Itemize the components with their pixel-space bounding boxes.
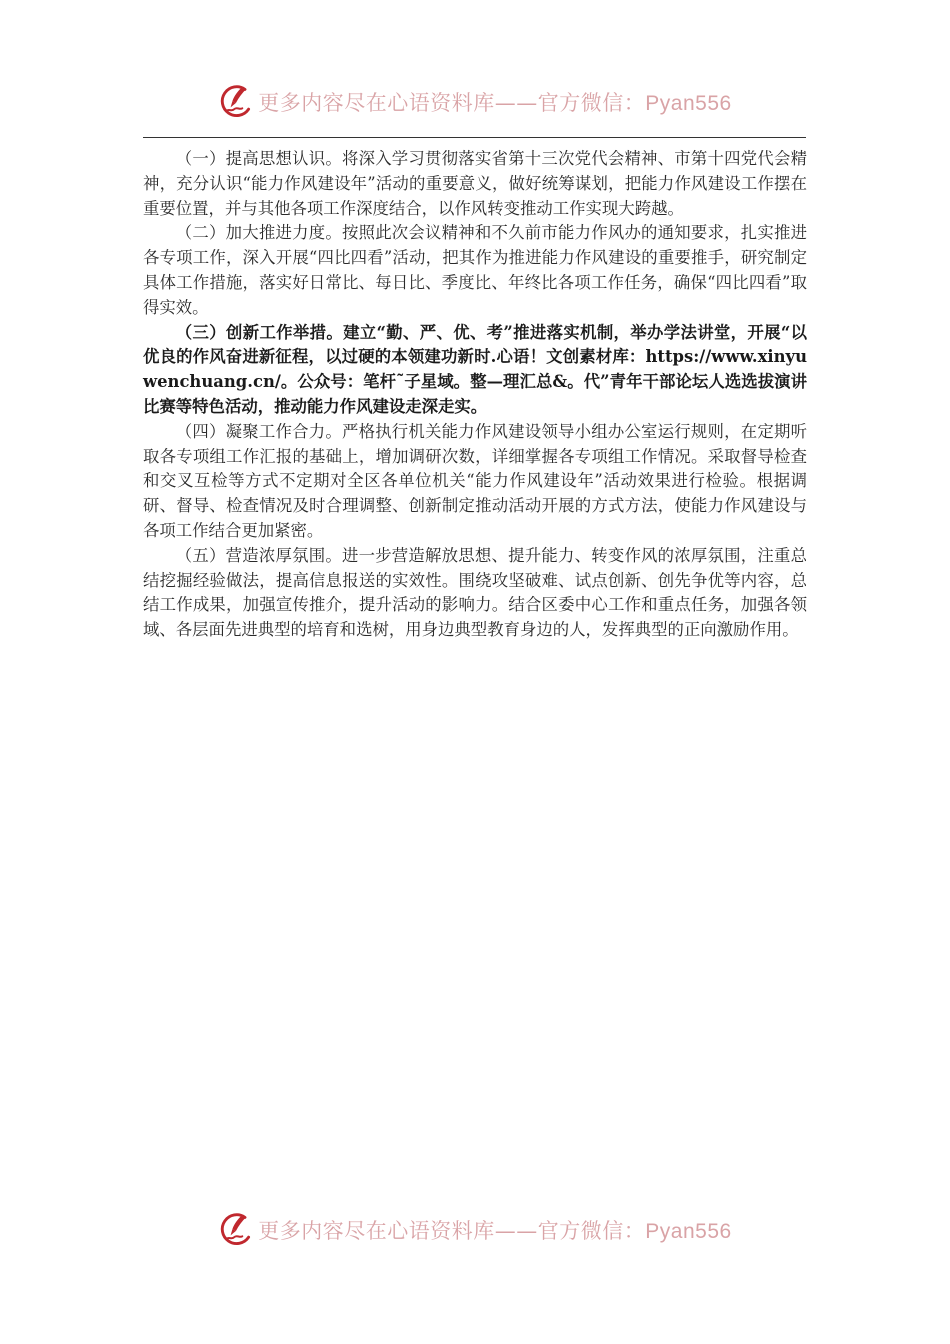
paragraph-5: （五）营造浓厚氛围。进一步营造解放思想、提升能力、转变作风的浓厚氛围，注重总结挖掘经验做法，提高信息报送的实效性。围绕攻坚破难、试点创新、创先争优等内容，总结工作成果，加强宣传推介，提升活动的影响力。结合区委中心工作和重点任务，加强各领域、各层面先进典型的培育和选树，用身边典型教育身边的人，发挥典型的正向激励作用。 [143,545,807,640]
header-divider [143,137,806,138]
pen-logo-icon [218,84,254,120]
paragraph-4: （四）凝聚工作合力。严格执行机关能力作风建设领导小组办公室运行规则，在定期听取各专项组工作汇报的基础上，增加调研次数，详细掌握各专项组工作情况。采取督导检查和交叉互检等方式不定期对全区各单位机关“能力作风建设年”活动效果进行检验。根据调研、督导、检查情况及时合理调整、创新制定推动活动开展的方式方法，使能力作风建设与各项工作结合更加紧密。 [143,421,807,540]
paragraph-1: （一）提高思想认识。将深入学习贯彻落实省第十三次党代会精神、市第十四党代会精神，充分认识“能力作风建设年”活动的重要意义，做好统筹谋划，把能力作风建设工作摆在重要位置，并与其他各项工作深度结合，以作风转变推动工作实现大跨越。 [143,149,807,218]
pen-logo-icon [218,1212,254,1248]
paragraph-2: （二）加大推进力度。按照此次会议精神和不久前市能力作风办的通知要求，扎实推进各专项工作，深入开展“四比四看”活动，把其作为推进能力作风建设的重要推手，研究制定具体工作措施，落实好日常比、每日比、季度比、年终比各项工作任务，确保“四比四看”取得实效。 [143,223,807,317]
paragraph-3: （三）创新工作举措。建立“勤、严、优、考”推进落实机制，举办学法讲堂，开展“以优良的作风奋进新征程，以过硬的本领建功新时.心语！文创素材库：https://www.xinyuwenchuang.cn/。公众号：笔杆˜子星域。整—理汇总&。代”青年干部论坛人选选拔演讲比赛等特色活动，推动能力作风建设走深走实。 [143,322,807,416]
document-body [143,147,807,643]
footer-banner [0,1210,950,1250]
footer-banner-text: 更多内容尽在心语资料库——官方微信：Pyan556 [258,1219,732,1243]
header-wechat-id: Pyan556 [645,92,732,115]
header-banner-text: 更多内容尽在心语资料库——官方微信：Pyan556 [258,91,732,115]
header-banner [0,82,950,122]
footer-wechat-id: Pyan556 [645,1220,732,1243]
